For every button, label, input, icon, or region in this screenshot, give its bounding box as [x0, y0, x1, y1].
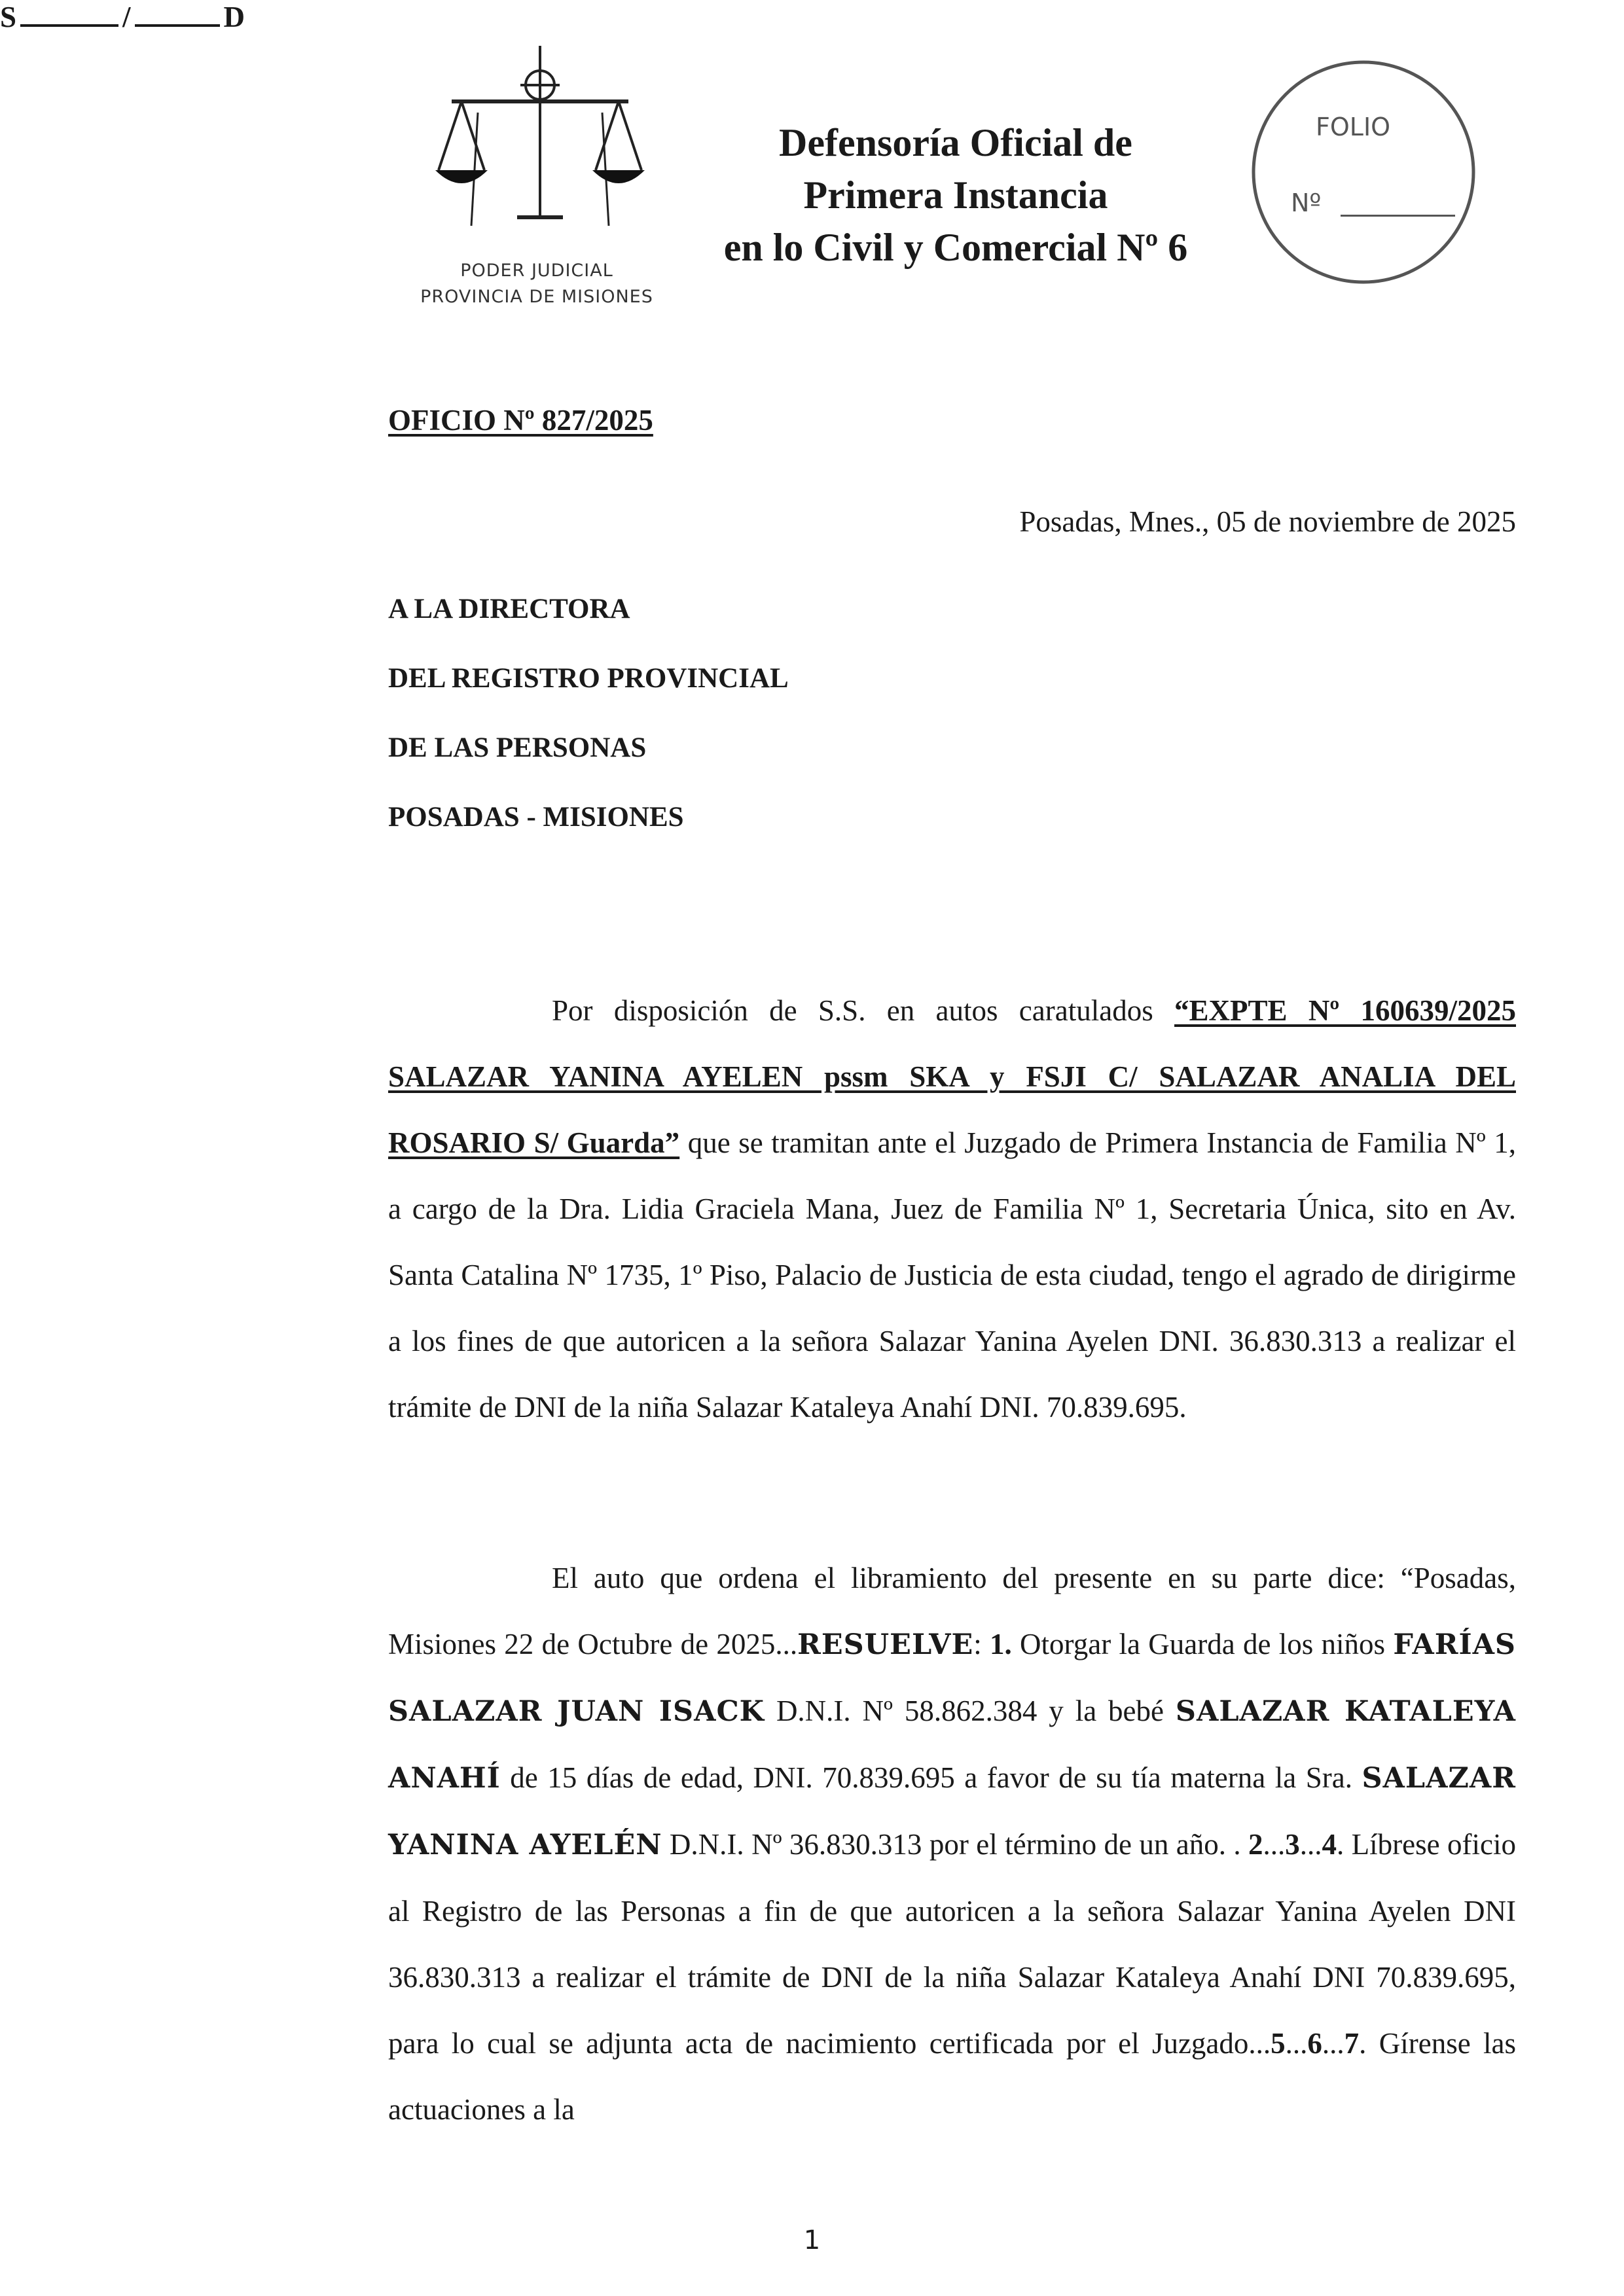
body-paragraph-2 [388, 1545, 1516, 2143]
point-5: 5 [1271, 2027, 1286, 2060]
guardian-name: SALAZAR YANINA AYELÉN [388, 1762, 1516, 1861]
oficio-number: OFICIO Nº 827/2025 [388, 404, 653, 437]
point-3: 3 [1285, 1828, 1300, 1861]
child-1-name: FARÍAS SALAZAR JUAN ISACK [388, 1628, 1516, 1728]
para2-text-8: ... [1299, 1828, 1322, 1861]
para2-text-6: D.N.I. Nº 36.830.313 por el término de un año. . [662, 1828, 1249, 1861]
para2-text-11: ... [1322, 2027, 1344, 2060]
addressee-line-2: DEL REGISTRO PROVINCIAL [388, 663, 789, 694]
sd-blank-1 [20, 2, 118, 27]
place-date: Posadas, Mnes., 05 de noviembre de 2025 [1019, 505, 1516, 538]
child-2-name: SALAZAR KATALEYA ANAHÍ [388, 1695, 1516, 1795]
office-title [668, 117, 1244, 274]
addressee-line-4: POSADAS - MISIONES [388, 802, 684, 833]
addressee-line-1: A LA DIRECTORA [388, 594, 630, 624]
folio-number-label: Nº [1291, 188, 1322, 217]
point-7: 7 [1344, 2027, 1360, 2060]
salutation-sd [0, 0, 1624, 34]
logo-line-2: PROVINCIA DE MISIONES [420, 287, 653, 307]
point-6: 6 [1307, 2027, 1322, 2060]
sd-blank-2 [135, 2, 220, 27]
para2-text-9: . Líbrese oficio al Registro de las Personas a fin de que autoricen a la señora Salazar Yanina Ayelen DNI 36.830.313 a realizar el trámite de DNI de la niña Salazar Kataleya Anahí DNI 70.839.695, para lo cual se adjunta acta de nacimiento certificada por el Juzgado... [388, 1828, 1516, 2060]
para2-text-7: ... [1263, 1828, 1286, 1861]
addressee-line-3: DE LAS PERSONAS [388, 732, 647, 763]
title-line-1: Defensoría Oficial de [779, 121, 1132, 164]
folio-number-blank [1341, 215, 1455, 217]
folio-circle [1249, 58, 1478, 287]
para2-text-4: D.N.I. Nº 58.862.384 y la bebé [765, 1695, 1176, 1727]
para2-text-5: de 15 días de edad, DNI. 70.839.695 a favor de su tía materna la Sra. [500, 1761, 1362, 1794]
para2-text-10: ... [1285, 2027, 1308, 2060]
para1-body: que se tramitan ante el Juzgado de Primera Instancia de Familia Nº 1, a cargo de la Dra. Lidia Graciela Mana, Juez de Familia Nº 1, Secretaria Única, sito en Av. Santa Catalina Nº 1735, 1º Piso, Palacio de Justicia de esta ciudad, tengo el agrado de dirigirme a los fines de que autoricen a la señora Salazar Yanina Ayelen DNI. 36.830.313 a realizar el trámite de DNI de la niña Salazar Kataleya Anahí DNI. 70.839.695. [388, 1126, 1516, 1424]
para2-text-3: Otorgar la Guarda de los niños [1011, 1628, 1394, 1660]
body-paragraph-1 [388, 978, 1516, 1441]
folio-label: FOLIO [1316, 113, 1391, 141]
sd-slash: / [122, 1, 131, 33]
folio-stamp [1249, 58, 1478, 287]
point-4: 4 [1322, 1828, 1337, 1861]
sd-d: D [223, 1, 245, 33]
para2-text-2: : [973, 1628, 990, 1660]
para2-text-12: . Gírense las actuaciones a la [388, 2027, 1516, 2126]
resuelve-keyword: RESUELVE [797, 1628, 974, 1661]
para2-text-1: El auto que ordena el libramiento del presente en su parte dice: “Posadas, Misiones 22 de Octubre de 2025... [388, 1562, 1516, 1660]
point-2: 2 [1248, 1828, 1263, 1861]
para1-intro: Por disposición de S.S. en autos caratulados [552, 994, 1175, 1027]
logo-line-1: PODER JUDICIAL [460, 260, 613, 281]
scales-of-justice-icon [432, 39, 648, 236]
title-line-3: en lo Civil y Comercial Nº 6 [723, 226, 1188, 269]
page-number: 1 [803, 2225, 821, 2255]
sd-s: S [0, 1, 17, 33]
point-1: 1. [990, 1628, 1012, 1660]
case-title: “EXPTE Nº 160639/2025 SALAZAR YANINA AYELEN pssm SKA y FSJI C/ SALAZAR ANALIA DEL ROSARIO S/ Guarda” [388, 994, 1516, 1159]
title-line-2: Primera Instancia [803, 173, 1108, 217]
judicial-logo [406, 39, 668, 307]
